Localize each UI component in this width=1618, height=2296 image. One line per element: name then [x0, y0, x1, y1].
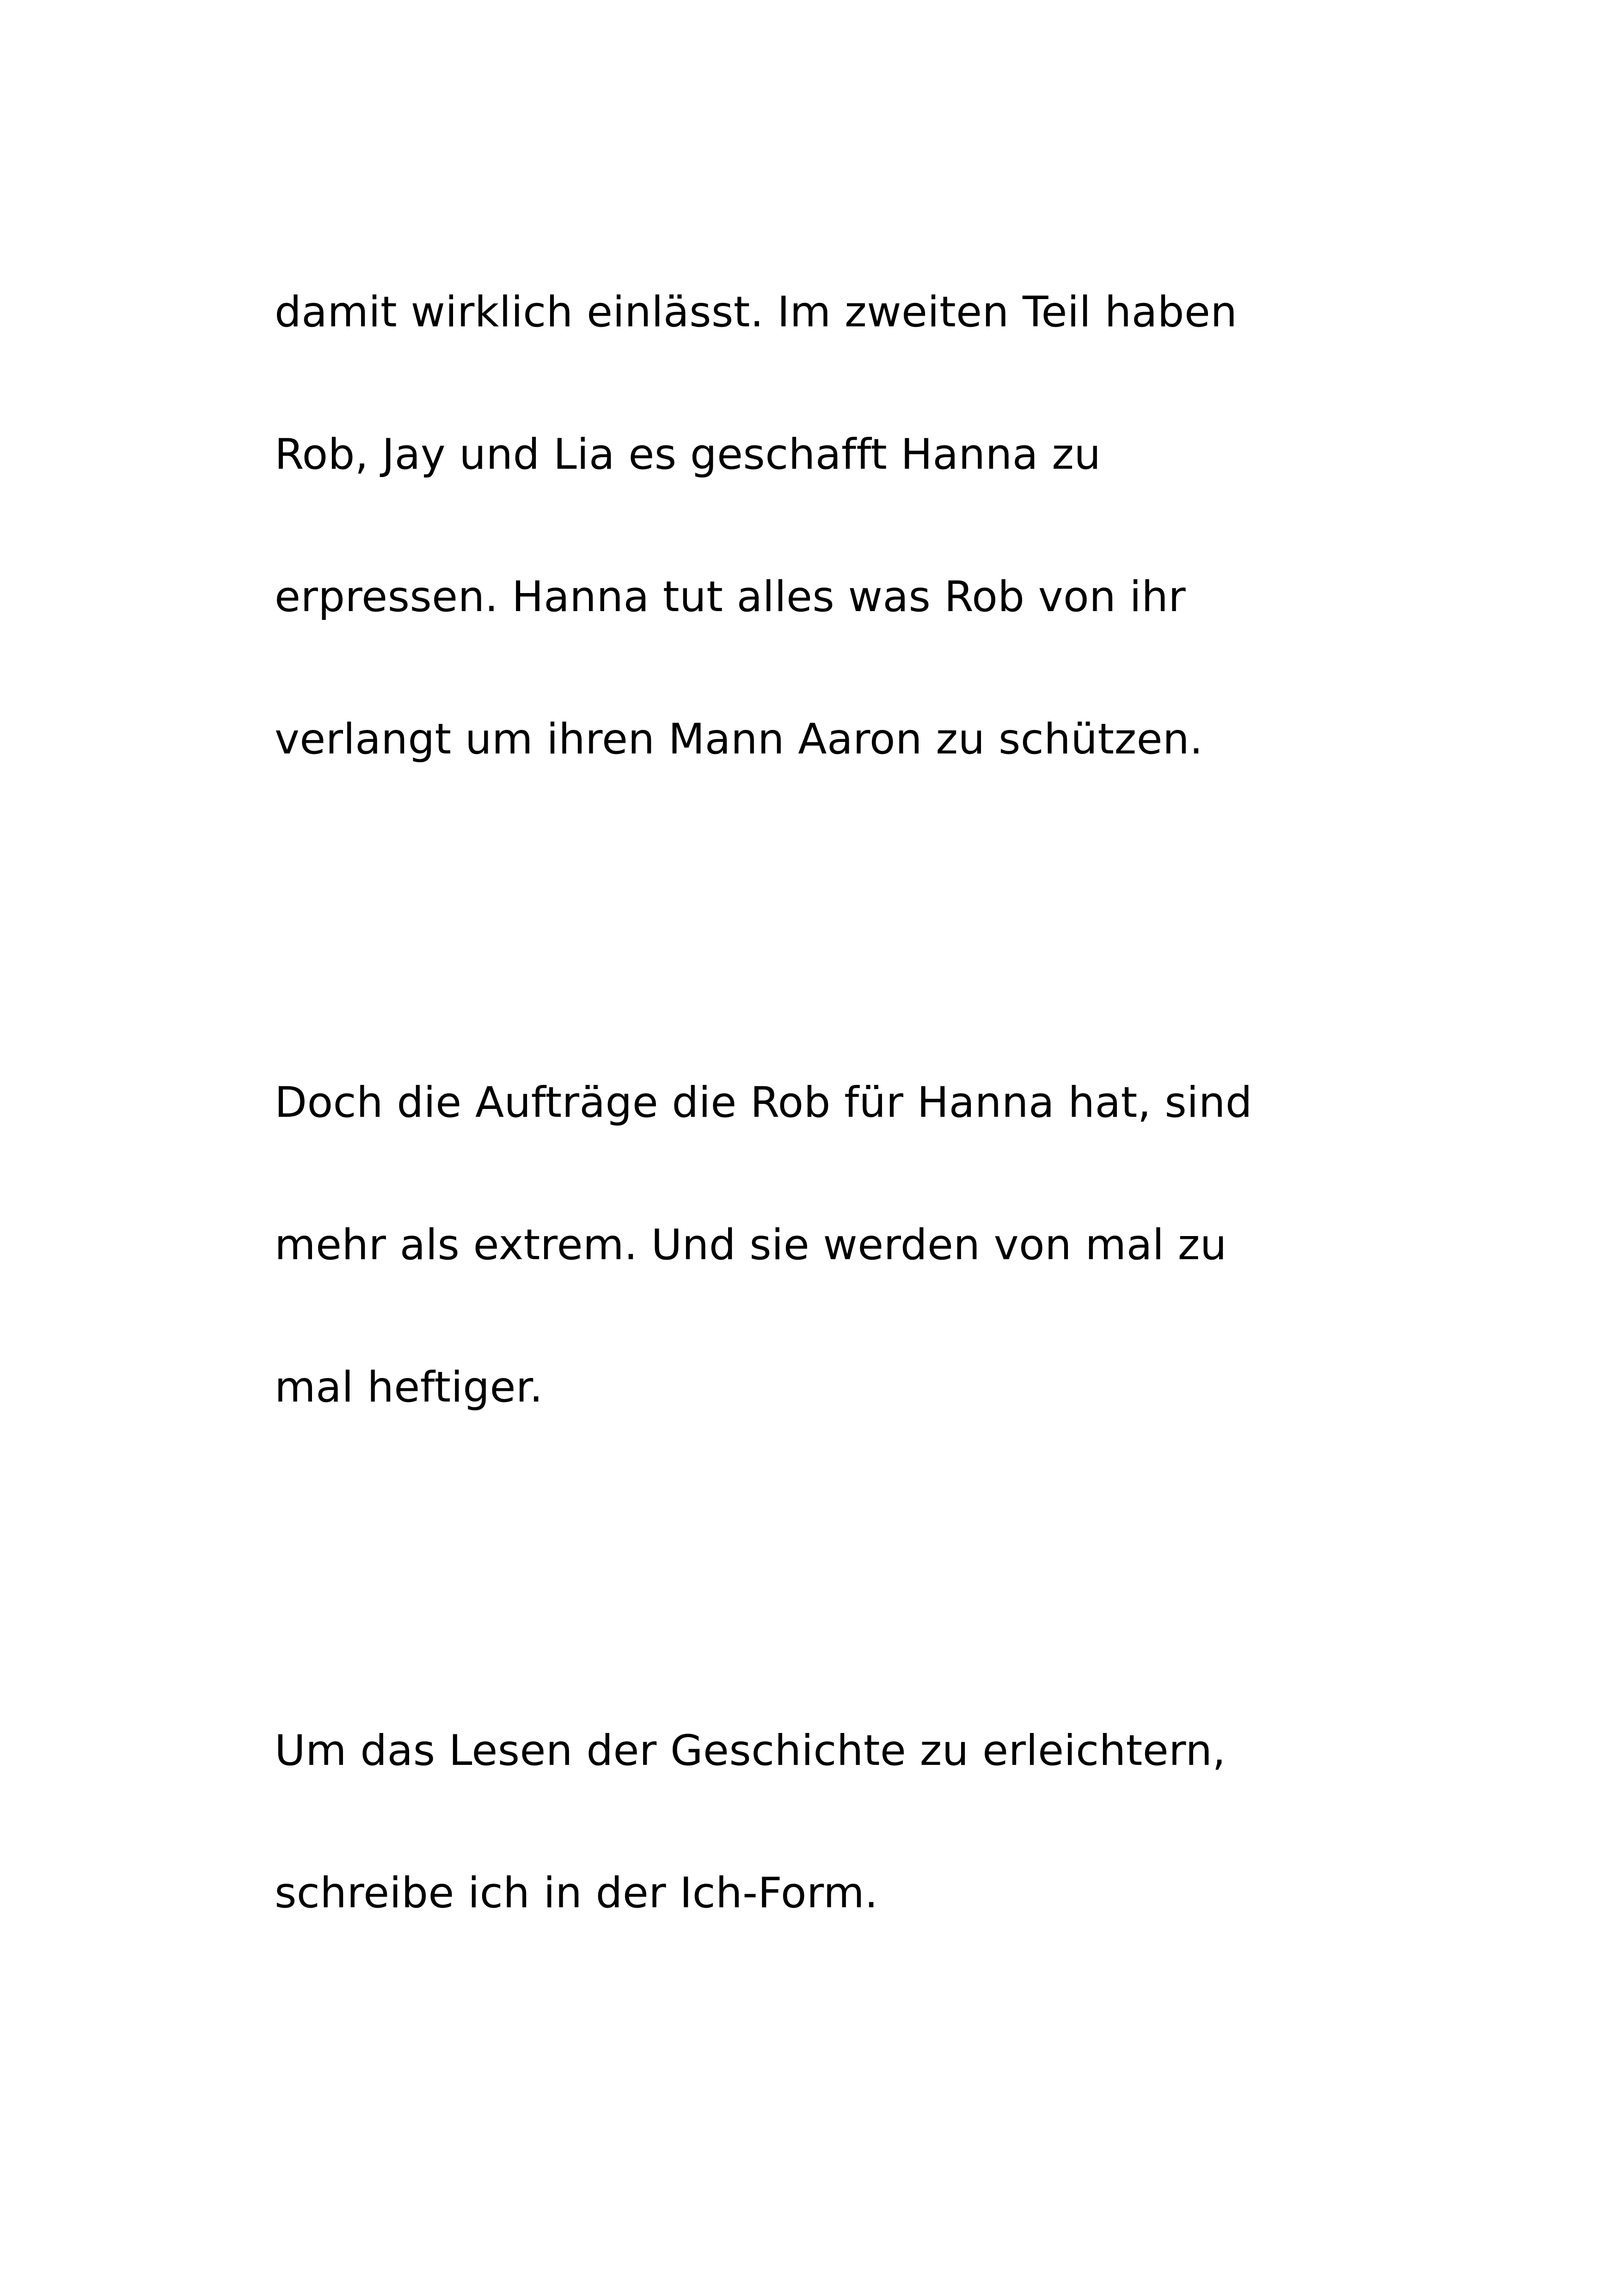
text-line: mal heftiger.: [275, 1363, 543, 1412]
text-line: damit wirklich einlässt. Im zweiten Teil haben: [275, 288, 1238, 337]
text-line: mehr als extrem. Und sie werden von mal zu: [275, 1221, 1227, 1269]
text-line: Um das Lesen der Geschichte zu erleichtern,: [275, 1727, 1226, 1775]
text-line: schreibe ich in der Ich-Form.: [275, 1869, 878, 1917]
text-line: Rob, Jay und Lia es geschafft Hanna zu: [275, 430, 1101, 479]
text-line: verlangt um ihren Mann Aaron zu schützen.: [275, 715, 1203, 764]
text-line: erpressen. Hanna tut alles was Rob von ihr: [275, 573, 1186, 621]
text-line: Doch die Aufträge die Rob für Hanna hat, sind: [275, 1078, 1253, 1127]
